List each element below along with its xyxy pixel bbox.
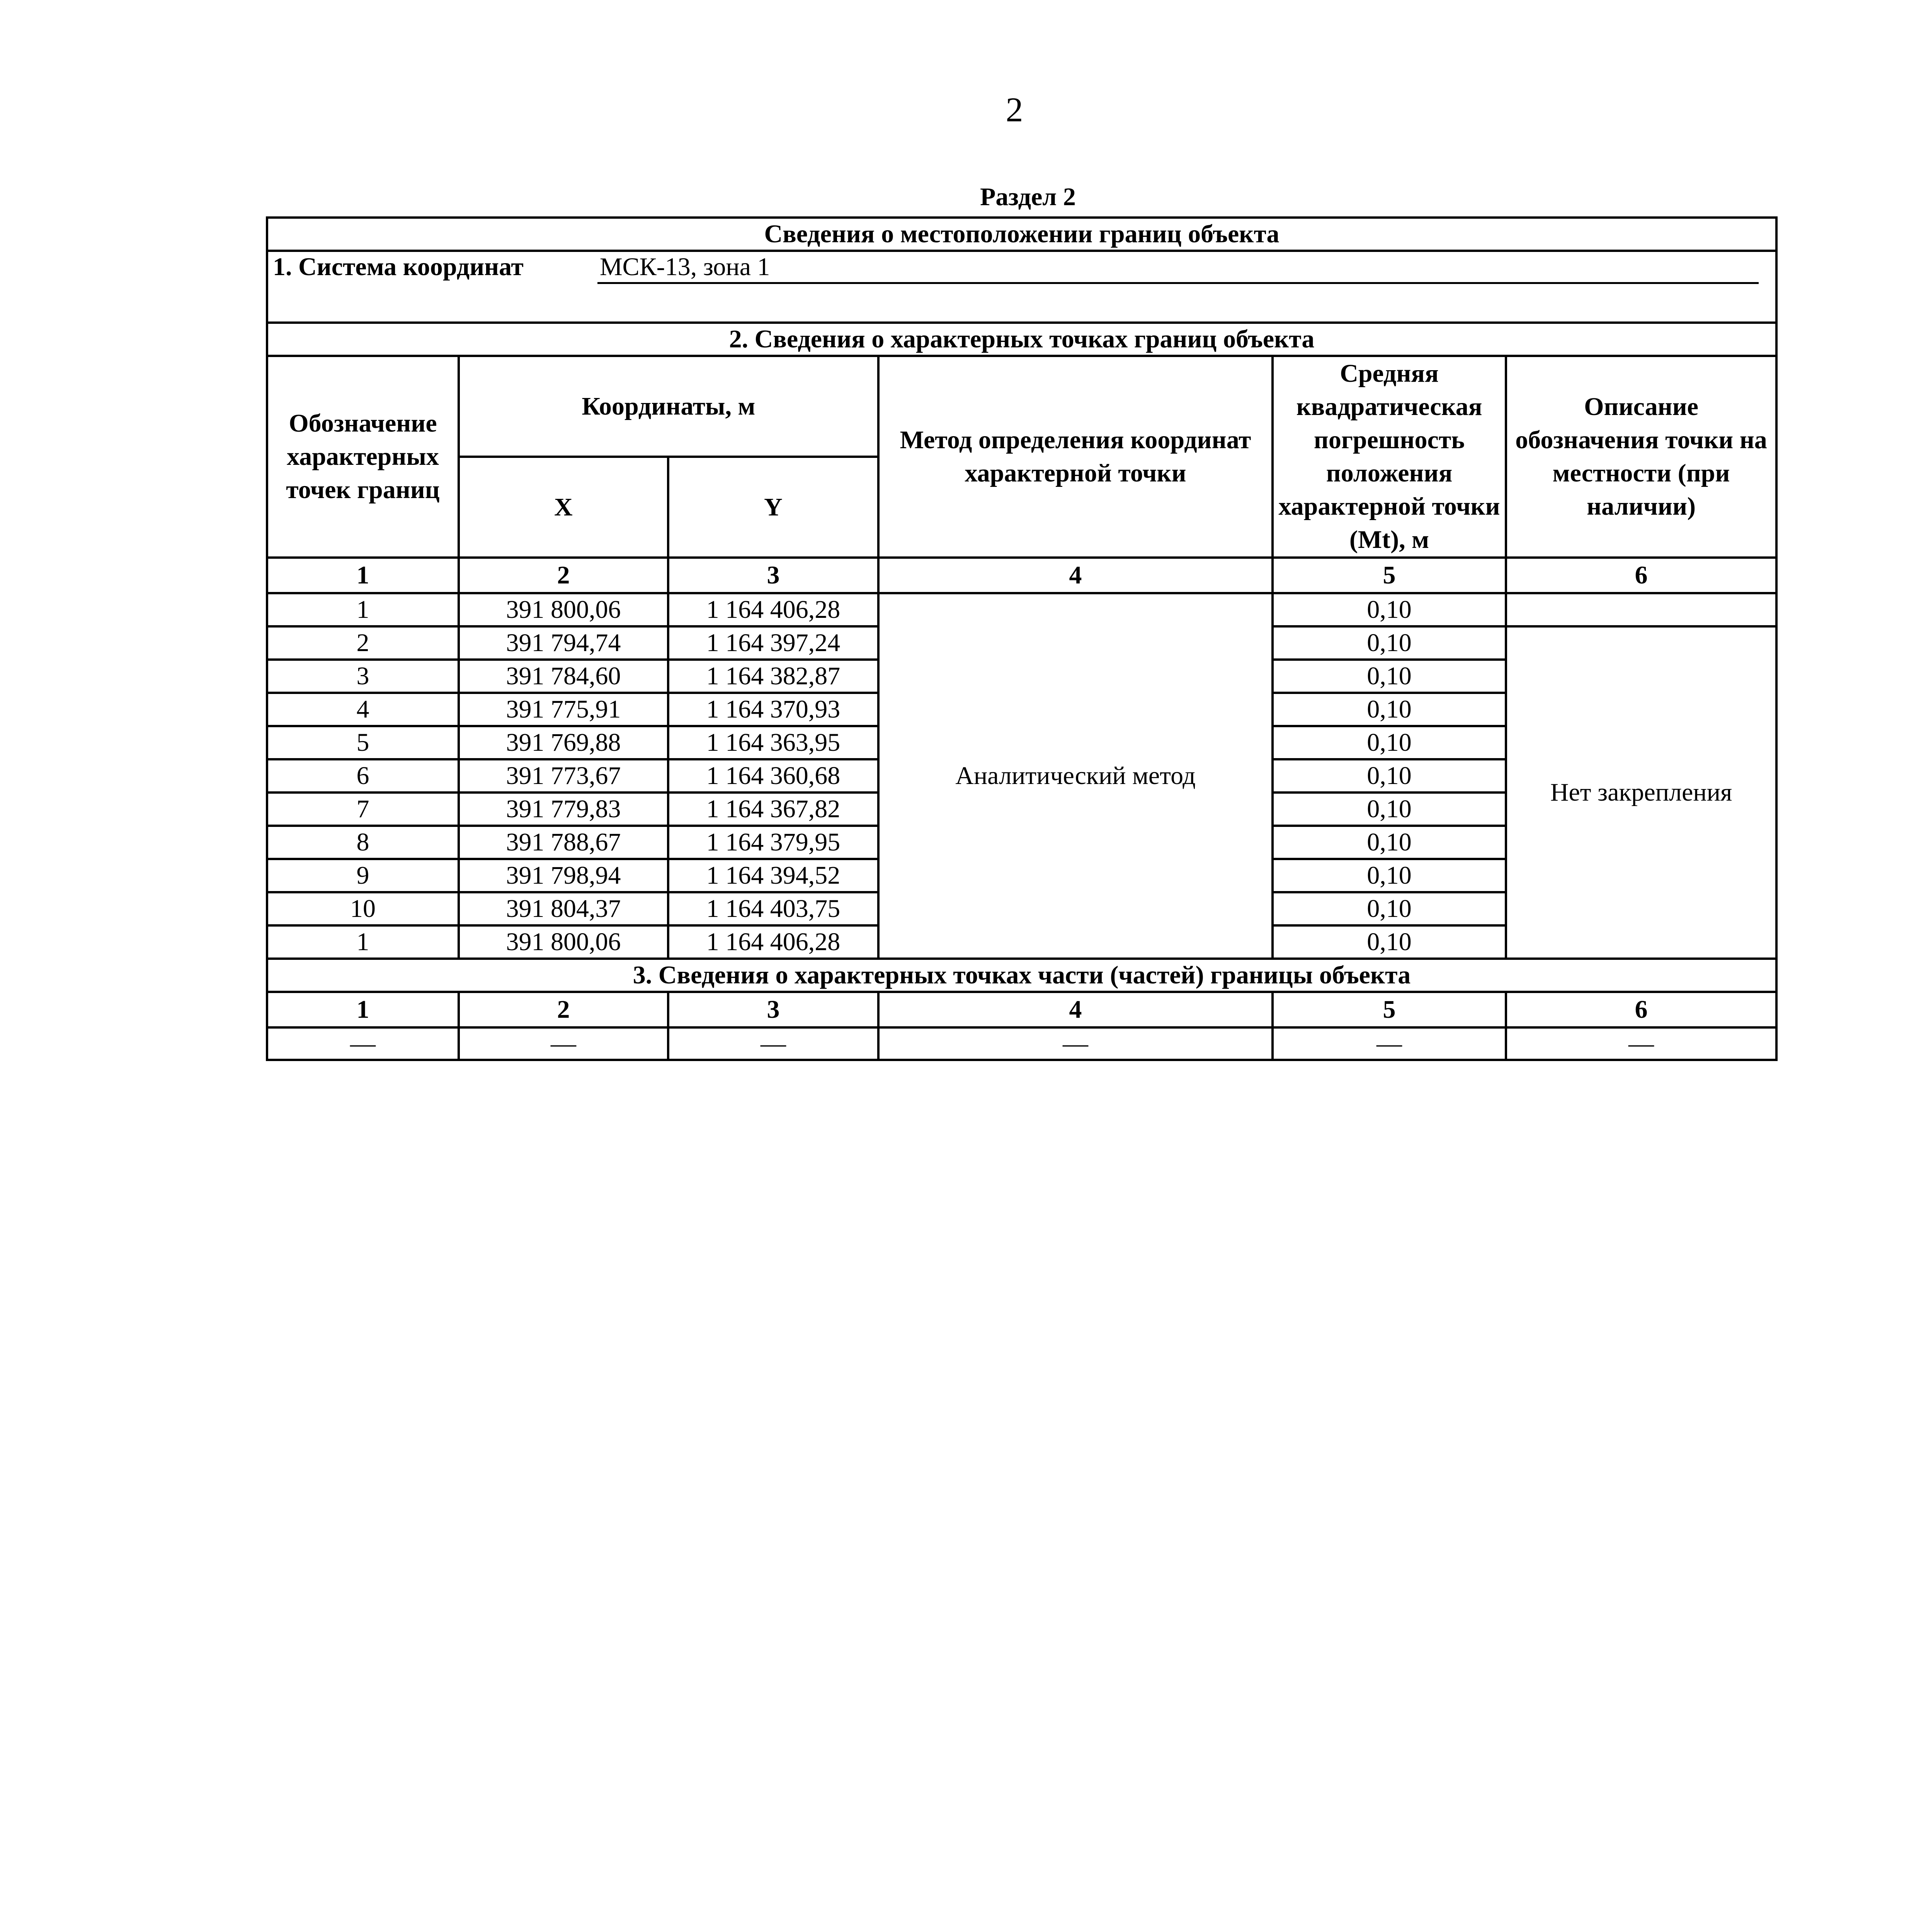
header-designation: Обозначение характерных точек границ <box>267 356 459 558</box>
column-number: 3 <box>668 558 878 593</box>
error-value: 0,10 <box>1273 693 1506 726</box>
header-error: Средняя квадратическая погрешность положения характерной точки (Mt), м <box>1273 356 1506 558</box>
header-description: Описание обозначения точки на местности (при наличии) <box>1506 356 1776 558</box>
parts-column-number: 4 <box>878 992 1273 1027</box>
column-number: 6 <box>1506 558 1776 593</box>
parts-column-number: 1 <box>267 992 459 1027</box>
parts-row <box>267 1027 1776 1060</box>
dash-cell: — <box>459 1027 668 1060</box>
coord-x: 391 798,94 <box>459 859 668 892</box>
error-value: 0,10 <box>1273 593 1506 626</box>
header-method: Метод определения координат характерной точки <box>878 356 1273 558</box>
description-empty <box>1506 593 1776 626</box>
point-number: 3 <box>267 660 459 693</box>
dash-cell: — <box>668 1027 878 1060</box>
page-number: 2 <box>1006 91 1023 129</box>
point-number: 6 <box>267 759 459 793</box>
section-title: Раздел 2 <box>980 183 1076 211</box>
parts-column-number: 2 <box>459 992 668 1027</box>
description-value: Нет закрепления <box>1506 626 1776 959</box>
error-value: 0,10 <box>1273 892 1506 925</box>
coord-x: 391 788,67 <box>459 826 668 859</box>
points-title: 2. Сведения о характерных точках границ объекта <box>267 323 1776 356</box>
parts-column-number: 6 <box>1506 992 1776 1027</box>
error-value: 0,10 <box>1273 859 1506 892</box>
header-x: X <box>459 457 668 558</box>
coord-y: 1 164 406,28 <box>668 593 878 626</box>
coord-system-label: 1. Система координат <box>273 253 524 281</box>
error-value: 0,10 <box>1273 759 1506 793</box>
point-number: 1 <box>267 593 459 626</box>
coord-y: 1 164 397,24 <box>668 626 878 660</box>
coord-y: 1 164 360,68 <box>668 759 878 793</box>
parts-title: 3. Сведения о характерных точках части (частей) границы объекта <box>267 959 1776 992</box>
boundary-table <box>266 216 1778 1061</box>
coord-system-cell <box>267 251 1776 323</box>
coord-y: 1 164 406,28 <box>668 925 878 959</box>
coord-x: 391 794,74 <box>459 626 668 660</box>
point-number: 2 <box>267 626 459 660</box>
dash-cell: — <box>1273 1027 1506 1060</box>
coord-y: 1 164 403,75 <box>668 892 878 925</box>
header-y: Y <box>668 457 878 558</box>
header-coordinates: Координаты, м <box>459 356 878 457</box>
coord-y: 1 164 394,52 <box>668 859 878 892</box>
coord-x: 391 773,67 <box>459 759 668 793</box>
coord-system-value: МСК-13, зона 1 <box>597 252 1759 284</box>
error-value: 0,10 <box>1273 826 1506 859</box>
column-number: 1 <box>267 558 459 593</box>
coord-y: 1 164 379,95 <box>668 826 878 859</box>
parts-column-number: 3 <box>668 992 878 1027</box>
coord-y: 1 164 382,87 <box>668 660 878 693</box>
parts-column-number: 5 <box>1273 992 1506 1027</box>
table-title: Сведения о местоположении границ объекта <box>267 218 1776 251</box>
point-number: 7 <box>267 793 459 826</box>
method-value: Аналитический метод <box>878 593 1273 959</box>
error-value: 0,10 <box>1273 626 1506 660</box>
point-number: 5 <box>267 726 459 759</box>
column-number: 5 <box>1273 558 1506 593</box>
coord-x: 391 775,91 <box>459 693 668 726</box>
error-value: 0,10 <box>1273 660 1506 693</box>
coord-x: 391 800,06 <box>459 925 668 959</box>
point-number: 1 <box>267 925 459 959</box>
coord-x: 391 784,60 <box>459 660 668 693</box>
error-value: 0,10 <box>1273 726 1506 759</box>
column-number: 4 <box>878 558 1273 593</box>
coord-x: 391 800,06 <box>459 593 668 626</box>
coord-x: 391 804,37 <box>459 892 668 925</box>
point-number: 4 <box>267 693 459 726</box>
dash-cell: — <box>1506 1027 1776 1060</box>
error-value: 0,10 <box>1273 793 1506 826</box>
coord-y: 1 164 363,95 <box>668 726 878 759</box>
error-value: 0,10 <box>1273 925 1506 959</box>
column-number: 2 <box>459 558 668 593</box>
dash-cell: — <box>878 1027 1273 1060</box>
point-number: 10 <box>267 892 459 925</box>
point-number: 9 <box>267 859 459 892</box>
table-row <box>267 593 1776 626</box>
point-number: 8 <box>267 826 459 859</box>
coord-x: 391 769,88 <box>459 726 668 759</box>
coord-y: 1 164 370,93 <box>668 693 878 726</box>
dash-cell: — <box>267 1027 459 1060</box>
coord-x: 391 779,83 <box>459 793 668 826</box>
coord-y: 1 164 367,82 <box>668 793 878 826</box>
